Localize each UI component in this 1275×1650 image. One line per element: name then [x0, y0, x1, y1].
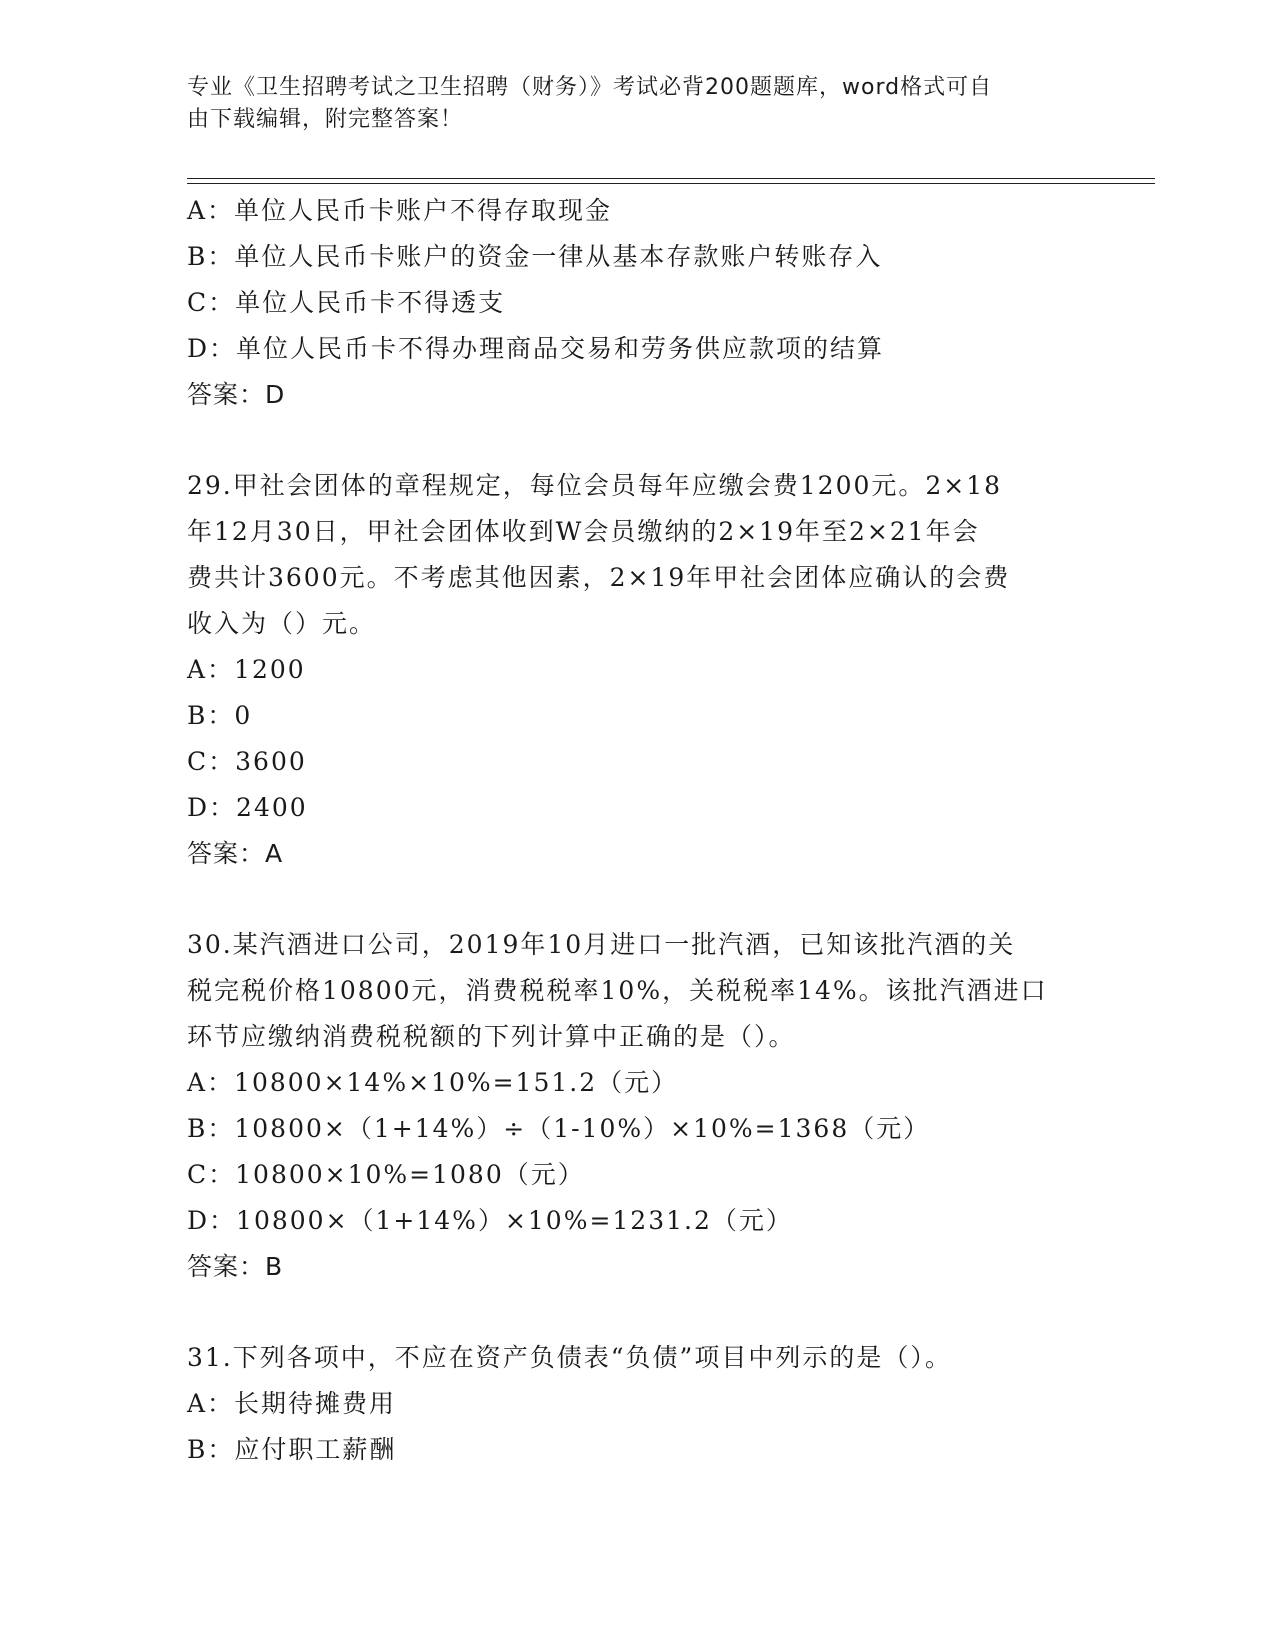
option-a: A：长期待摊费用: [187, 1389, 397, 1418]
answer: 答案：D: [187, 380, 286, 409]
header-line-2: 由下载编辑，附完整答案！: [187, 107, 464, 132]
stem-line: 30.某汽酒进口公司，2019年10月进口一批汽酒，已知该批汽酒的关: [187, 930, 1016, 959]
stem-line: 29.甲社会团体的章程规定，每位会员每年应缴会费1200元。2×18: [187, 471, 1003, 500]
answer: 答案：A: [187, 839, 284, 868]
header-rule-top: [187, 178, 1155, 179]
spacer: [187, 1290, 1087, 1335]
question-30: [187, 922, 1087, 1290]
option-c: C：10800×10%=1080（元）: [187, 1160, 585, 1189]
stem-line: 年12月30日，甲社会团体收到W会员缴纳的2×19年至2×21年会: [187, 517, 980, 546]
stem-line: 税完税价格10800元，消费税税率10%，关税税率14%。该批汽酒进口: [187, 976, 1048, 1005]
question-29: [187, 463, 1087, 877]
option-b: B：10800×（1+14%）÷（1-10%）×10%=1368（元）: [187, 1114, 931, 1143]
option-b: B：单位人民币卡账户的资金一律从基本存款账户转账存入: [187, 242, 883, 271]
question-stem: [187, 463, 1087, 647]
question-list: [187, 188, 1087, 1473]
stem-line: 环节应缴纳消费税税额的下列计算中正确的是（）。: [187, 1022, 796, 1051]
option-a: A：1200: [187, 655, 306, 684]
answer: 答案：B: [187, 1252, 284, 1281]
option-a: A：10800×14%×10%=151.2（元）: [187, 1068, 679, 1097]
question-stem: [187, 922, 1087, 1060]
header-line-1: 专业《卫生招聘考试之卫生招聘（财务）》考试必背200题题库，word格式可自: [187, 75, 993, 100]
question-28: [187, 188, 1087, 418]
option-b: B：0: [187, 701, 253, 730]
option-d: D：单位人民币卡不得办理商品交易和劳务供应款项的结算: [187, 334, 885, 363]
question-31: [187, 1335, 1087, 1473]
option-b: B：应付职工薪酬: [187, 1435, 397, 1464]
document-header: [187, 72, 1067, 136]
header-rule-bottom: [187, 183, 1155, 184]
stem-line: 31.下列各项中，不应在资产负债表“负债”项目中列示的是（）。: [187, 1343, 952, 1372]
stem-line: 费共计3600元。不考虑其他因素，2×19年甲社会团体应确认的会费: [187, 563, 1011, 592]
option-c: C：3600: [187, 747, 307, 776]
spacer: [187, 877, 1087, 922]
option-c: C：单位人民币卡不得透支: [187, 288, 506, 317]
option-a: A：单位人民币卡账户不得存取现金: [187, 196, 613, 225]
question-stem: [187, 1335, 1087, 1381]
spacer: [187, 418, 1087, 463]
option-d: D：10800×（1+14%）×10%=1231.2（元）: [187, 1206, 793, 1235]
stem-line: 收入为（）元。: [187, 609, 377, 638]
option-d: D：2400: [187, 793, 308, 822]
